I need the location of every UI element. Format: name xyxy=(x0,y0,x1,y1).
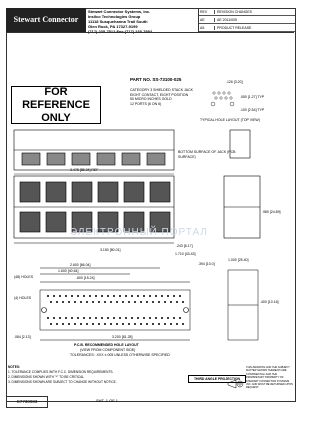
hole-layout-label: TYPICAL HOLE LAYOUT (TOP VIEW) xyxy=(200,118,260,122)
sheet-number: SHT. 1 OF 1 xyxy=(96,398,119,403)
rev-code: AE xyxy=(199,18,215,22)
bottom-surface-label: BOTTOM SURFACE OF JACK (PCB SURFACE) xyxy=(178,150,236,159)
holes-label: (48) HOLES xyxy=(14,275,34,279)
holes-label-2: (4) HOLES xyxy=(14,296,32,300)
document-number: C7730083 xyxy=(6,396,48,408)
note-item: 1. TOLERANCE COMPLIES WITH F.C.C. DIMENSION REQUIREMENTS. xyxy=(8,370,114,374)
pcb-side-profile xyxy=(228,270,258,340)
rev-desc: AE 2011/005 xyxy=(217,17,237,22)
dim-overall-width: 3.478 [88.34] REF xyxy=(70,168,99,172)
dim-0084: .084 [2.13] xyxy=(14,335,31,339)
category-line: EIGHT CONTACT, EIGHT POSITION xyxy=(130,92,189,97)
typical-hole-layout xyxy=(211,92,234,106)
dim-2600: 2.600 [66.04] xyxy=(70,263,91,267)
dim-0394: .394 [10.0] xyxy=(198,262,215,266)
banner-line: FOR REFERENCE xyxy=(22,85,90,111)
dim-0126: .126 [3.20] xyxy=(226,80,243,84)
note-item: 3. DIMENSIONS SHOWN ARE SUBJECT TO CHANGE WITHOUT NOTICE. xyxy=(8,380,117,384)
dim-0400: .400 [10.16] xyxy=(260,300,279,304)
pcb-recommended-label: P.C.B. RECOMMENDED HOLE LAYOUT xyxy=(74,343,139,347)
notes-heading: NOTES: xyxy=(8,365,21,369)
pcb-mount-holes xyxy=(42,308,189,313)
part-number: PART NO. SS-73100-025 xyxy=(130,77,182,82)
banner-line: ONLY xyxy=(41,111,71,124)
company-line: 11118 Susquehanna Trail South xyxy=(88,19,148,24)
dim-1600: 1.600 [40.64] xyxy=(58,269,79,273)
notes-block xyxy=(8,365,188,385)
company-line: Glen Rock, PA 17327-9199 xyxy=(88,24,138,29)
tolerance-label: TOLERANCES: .XXX ±.005 UNLESS OTHERWISE SPECIFIED xyxy=(70,353,170,357)
category-line: 12 PORTS (6 ON 6) xyxy=(130,101,162,106)
dim-600: .600 [15.24] xyxy=(76,276,95,280)
front-view-jack xyxy=(14,130,174,170)
rev-desc: REVISION CHANGES xyxy=(217,9,253,14)
dim-1000: 1.000 [25.40] xyxy=(228,258,249,262)
dim-0050: .050 [1.27] TYP xyxy=(240,95,265,99)
pcb-hole-layout xyxy=(40,268,190,340)
rev-code: REV xyxy=(199,10,215,14)
side-view xyxy=(224,130,260,238)
pcb-view-label: (VIEW FROM COMPONENT SIDE) xyxy=(80,348,136,352)
dim-0243: .243 [6.17] xyxy=(176,244,193,248)
dim-0100: .100 [2.54] TYP xyxy=(240,108,265,112)
company-line: Stewart Connector Systems, Inc. xyxy=(88,9,151,14)
confidential-notice: THIS DRAWING AND THE SUBJECT MATTER SHOWN THEREON ARE CONFIDENTIAL AND THE PROPRIETARY PROPERTY OF STEWART CONNECTOR SYSTEMS INC. AND MUST BE RETURNED UPON REQUEST. xyxy=(246,366,293,390)
watermark: ЭЛЕКТРОННЫЙ ПОРТАЛ xyxy=(70,227,208,238)
category-line: CATEGORY 3 SHIELDED STACK JACK xyxy=(130,88,193,92)
company-line: Insilco Technologies Group xyxy=(88,14,141,19)
company-logo: Stewart Connector xyxy=(6,8,86,32)
dim-0980: .980 [24.89] xyxy=(262,210,281,214)
projection-label: THIRD ANGLE PROJECTION xyxy=(188,375,246,383)
rev-desc: PRODUCT RELEASE xyxy=(217,25,252,30)
note-item: 2. DIMENSIONS SHOWN WITH "*" TO BE CRITICAL xyxy=(8,375,84,379)
rev-code: A5 xyxy=(199,26,215,30)
dim-3200: 3.200 [81.28] xyxy=(112,335,133,339)
dim-1710: 1.710 [43.43] xyxy=(175,252,196,256)
pcb-holes xyxy=(47,295,184,325)
dim-3150: 3.150 [80.01] xyxy=(100,248,121,252)
category-line: 50 MICRO INCHES GOLD xyxy=(130,97,172,101)
